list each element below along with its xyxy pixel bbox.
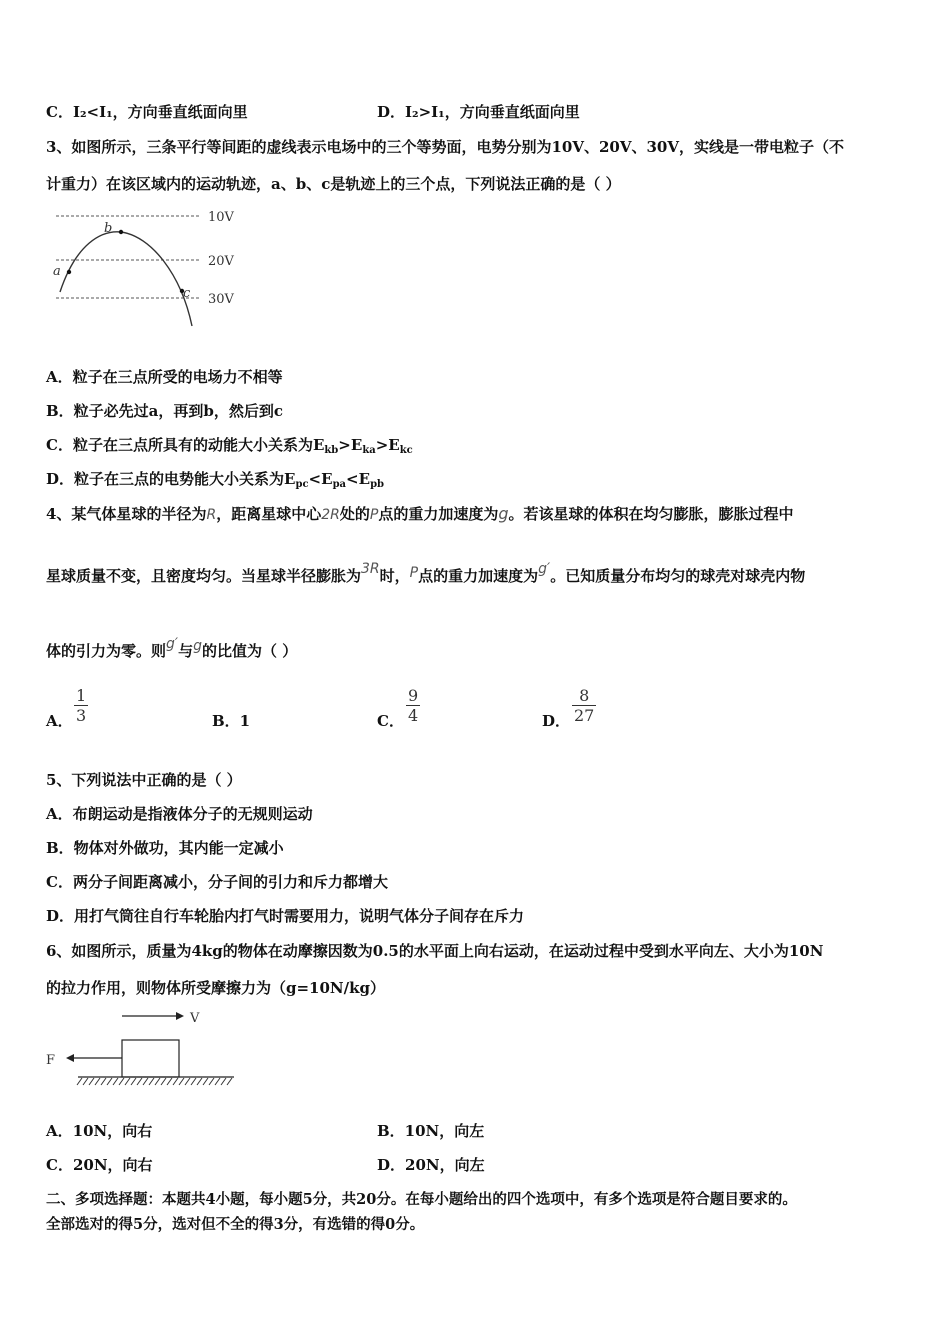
section2-instructions-line2: 全部选对的得5分，选对但不全的得3分，有选错的得0分。 <box>46 1216 425 1233</box>
q5-option-a: A．布朗运动是指液体分子的无规则运动 <box>46 805 313 823</box>
q6-option-b: B．10N，向左 <box>377 1122 485 1140</box>
ground-hatch-mark <box>101 1078 106 1085</box>
particle-trajectory <box>60 232 192 326</box>
q4-option-d-fraction: $\frac{8}{27}$ <box>574 686 595 725</box>
ground-hatch-mark <box>125 1078 130 1085</box>
block <box>122 1040 179 1077</box>
q6-option-d: D．20N，向左 <box>377 1156 485 1174</box>
ground-hatch-mark <box>173 1078 178 1085</box>
q4-option-a-label: A． <box>46 712 73 730</box>
point-a-dot <box>67 270 71 274</box>
ground-hatch-mark <box>221 1078 226 1085</box>
ground-hatch-mark <box>167 1078 172 1085</box>
ground-hatch-mark <box>89 1078 94 1085</box>
q4-option-c-fraction: $\frac{9}{4}$ <box>408 686 419 725</box>
q6-stem-line1: 6、如图所示，质量为4kg的物体在动摩擦因数为0.5的水平面上向右运动，在运动过程中受到水平向左、大小为10N <box>46 942 824 960</box>
ground-hatch-mark <box>149 1078 154 1085</box>
ground-hatch-mark <box>137 1078 142 1085</box>
label-b: b <box>104 221 113 236</box>
q5-option-b: B．物体对外做功，其内能一定减小 <box>46 839 284 857</box>
ground-hatch-mark <box>107 1078 112 1085</box>
force-label: F <box>46 1053 56 1068</box>
q6-option-a: A．10N，向右 <box>46 1122 153 1140</box>
q3-option-d: D．粒子在三点的电势能大小关系为$E_{pc}<E_{pa}<E_{pb}$ <box>46 470 385 490</box>
q3-stem-line1: 3、如图所示，三条平行等间距的虚线表示电场中的三个等势面，电势分别为10V、20V、30V，实线是一带电粒子（不 <box>46 138 844 156</box>
q4-stem-line2: 星球质量不变，且密度均匀。当星球半径膨胀为3R时，P点的重力加速度为g′。已知质量分布均匀的球壳对球壳内物 <box>46 561 806 585</box>
ground-hatch-mark <box>191 1078 196 1085</box>
label-30v: 30V <box>208 292 234 307</box>
ground-hatch-mark <box>179 1078 184 1085</box>
q4-option-b: B．1 <box>212 712 251 730</box>
label-a: a <box>53 264 61 279</box>
section2-instructions-line1: 二、多项选择题：本题共4小题，每小题5分，共20分。在每小题给出的四个选项中，有多个选项是符合题目要求的。 <box>46 1191 797 1208</box>
label-c: c <box>183 286 191 301</box>
q4-option-c-label: C． <box>377 712 404 730</box>
label-20v: 20V <box>208 254 234 269</box>
q3-option-a: A．粒子在三点所受的电场力不相等 <box>46 368 283 386</box>
force-arrowhead <box>66 1054 74 1062</box>
point-b-dot <box>119 230 123 234</box>
ground-hatch-mark <box>185 1078 190 1085</box>
ground-hatch-mark <box>83 1078 88 1085</box>
q2-option-c: C．I₂<I₁，方向垂直纸面向里 <box>46 103 248 121</box>
q3-option-b: B．粒子必先过a，再到b，然后到c <box>46 402 284 420</box>
q3-equipotential-figure <box>46 204 256 332</box>
ground-hatching <box>77 1078 232 1085</box>
q4-option-d-label: D． <box>542 712 571 730</box>
ground-hatch-mark <box>113 1078 118 1085</box>
ground-hatch-mark <box>155 1078 160 1085</box>
q6-stem-line2: 的拉力作用，则物体所受摩擦力为（g=10N/kg） <box>46 979 386 997</box>
q5-stem: 5、下列说法中正确的是（ ） <box>46 771 242 789</box>
ground-hatch-mark <box>227 1078 232 1085</box>
q5-option-c: C．两分子间距离减小，分子间的引力和斥力都增大 <box>46 873 388 891</box>
ground-hatch-mark <box>77 1078 82 1085</box>
ground-hatch-mark <box>95 1078 100 1085</box>
ground-hatch-mark <box>143 1078 148 1085</box>
q3-option-c: C．粒子在三点所具有的动能大小关系为$E_{kb}>E_{ka}>E_{kc}$ <box>46 436 413 456</box>
ground-hatch-mark <box>131 1078 136 1085</box>
ground-hatch-mark <box>119 1078 124 1085</box>
label-10v: 10V <box>208 210 234 225</box>
ground-hatch-mark <box>215 1078 220 1085</box>
q4-option-a-fraction: $\frac{1}{3}$ <box>76 686 87 725</box>
velocity-label: V <box>190 1011 200 1026</box>
q4-stem-line3: 体的引力为零。则g′与g的比值为（ ） <box>46 636 298 660</box>
ground-hatch-mark <box>203 1078 208 1085</box>
q5-option-d: D．用打气筒往自行车轮胎内打气时需要用力，说明气体分子间存在斥力 <box>46 907 525 925</box>
ground-hatch-mark <box>209 1078 214 1085</box>
q2-option-d: D．I₂>I₁，方向垂直纸面向里 <box>377 103 580 121</box>
ground-hatch-mark <box>197 1078 202 1085</box>
q6-option-c: C．20N，向右 <box>46 1156 153 1174</box>
q4-stem-line1: 4、某气体星球的半径为R，距离星球中心2R处的P点的重力加速度为g。若该星球的体积在均匀膨胀，膨胀过程中 <box>46 504 794 523</box>
ground-hatch-mark <box>161 1078 166 1085</box>
q3-stem-line2: 计重力）在该区域内的运动轨迹，a、b、c是轨迹上的三个点，下列说法正确的是（ ） <box>46 175 621 193</box>
velocity-arrowhead <box>176 1012 184 1020</box>
q6-block-figure <box>44 1006 244 1094</box>
